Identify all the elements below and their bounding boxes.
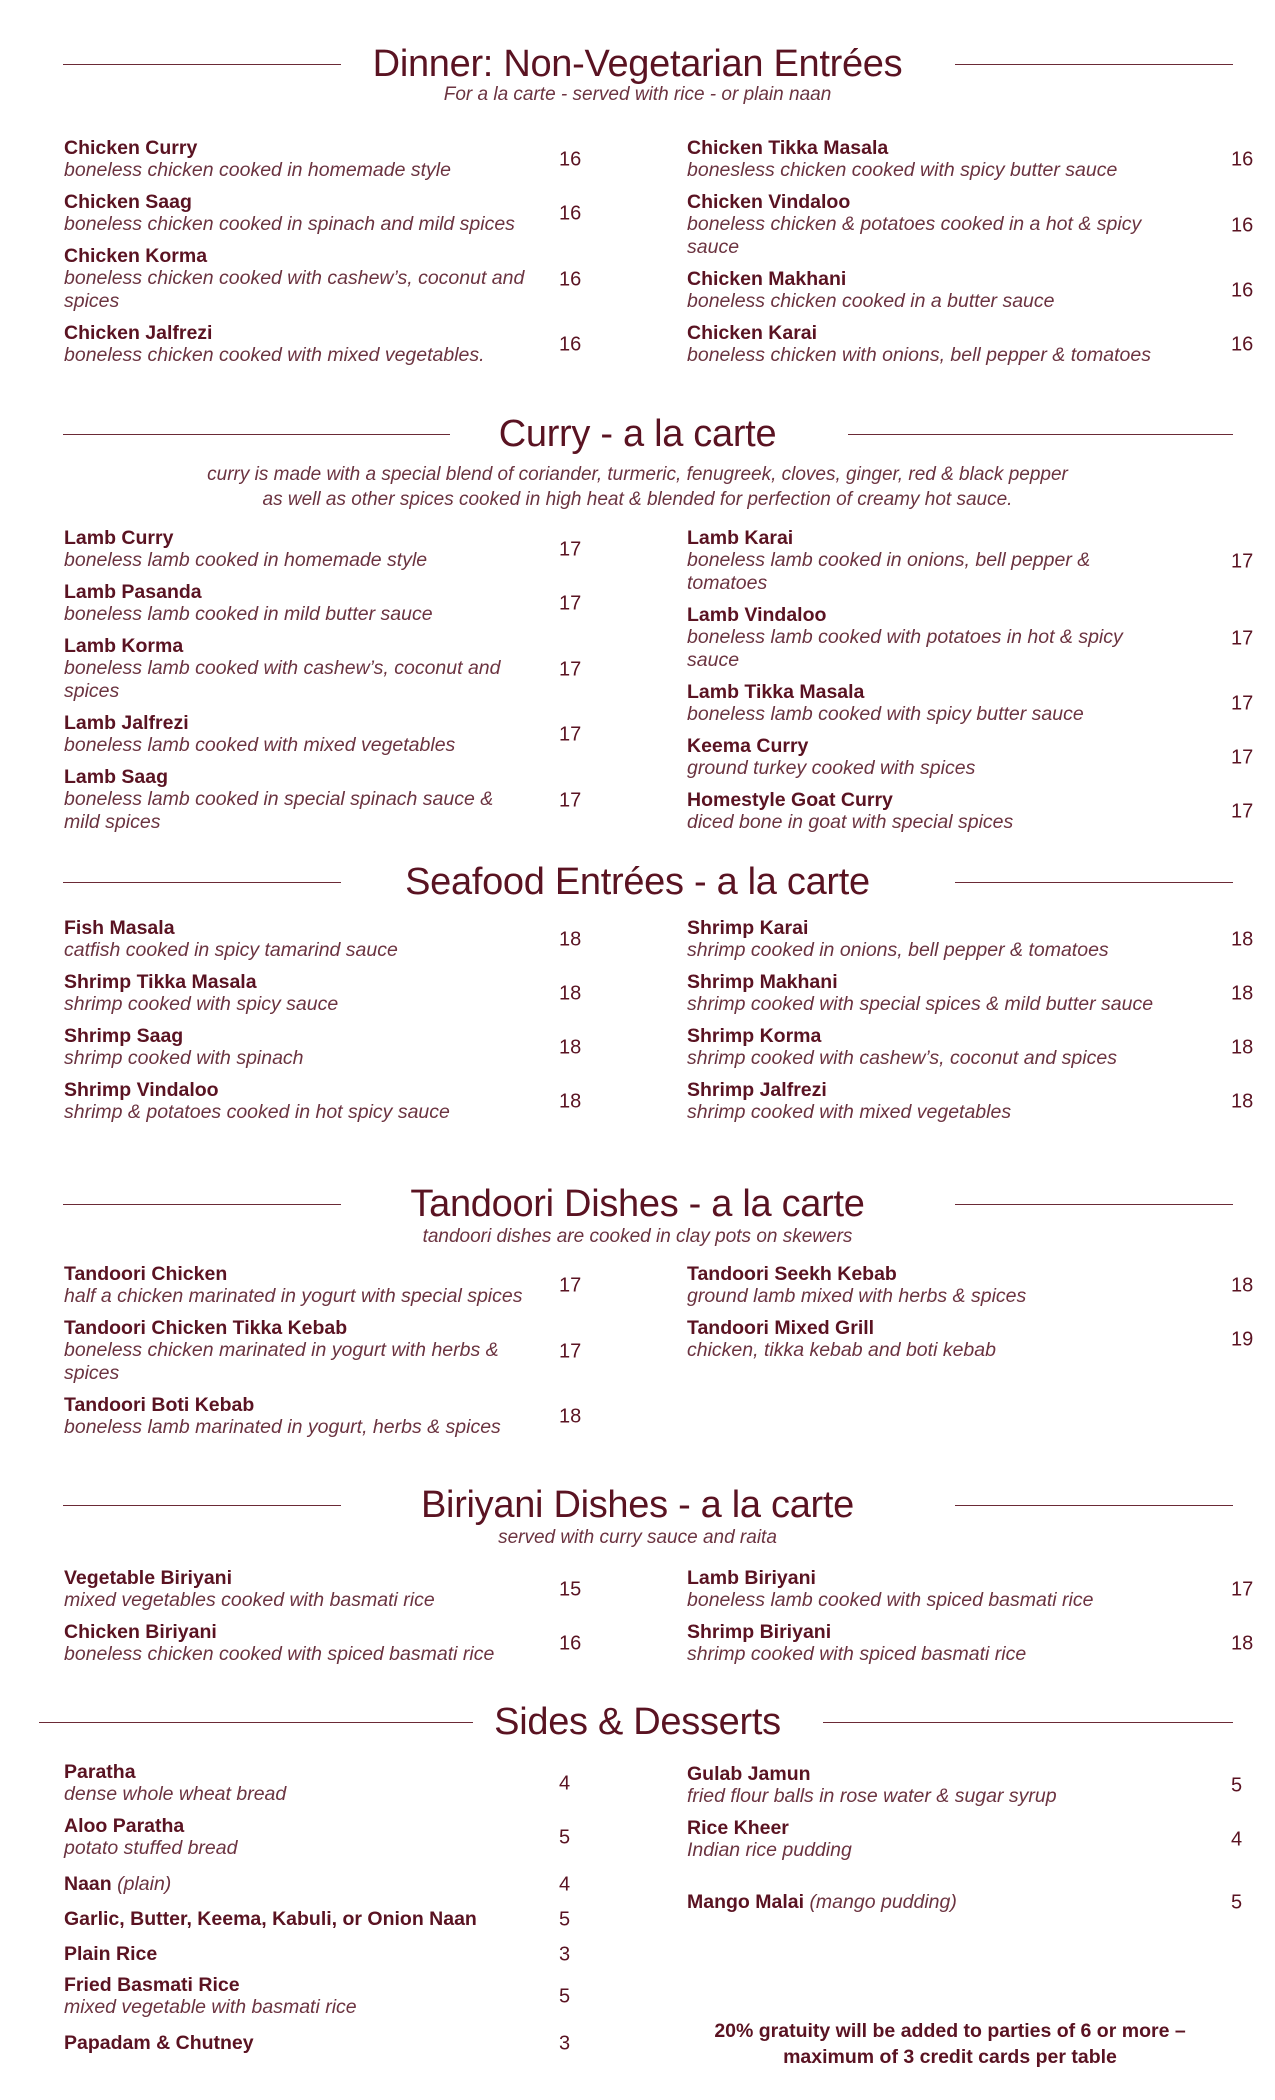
item-price: 16 xyxy=(1231,279,1254,302)
item-price: 16 xyxy=(1231,214,1254,236)
item-name: Chicken Vindaloo xyxy=(687,191,851,213)
gratuity-line: maximum of 3 credit cards per table xyxy=(783,2046,1117,2068)
menu-item xyxy=(64,1815,571,1860)
item-description: boneless lamb cooked in homemade style xyxy=(64,549,428,571)
menu-item xyxy=(64,1873,571,1895)
item-price: 17 xyxy=(559,538,582,561)
item-price: 18 xyxy=(1231,928,1254,951)
item-price: 18 xyxy=(559,1090,582,1113)
item-description: boneless chicken & potatoes cooked in a hot & spicy sauce xyxy=(687,213,1142,258)
menu-item xyxy=(687,681,1254,726)
item-price: 4 xyxy=(559,1873,571,1895)
item-name: Chicken Biriyani xyxy=(64,1621,217,1643)
menu-column-right xyxy=(687,527,1254,834)
menu-item xyxy=(64,191,582,236)
menu-item xyxy=(64,137,582,182)
item-description: Indian rice pudding xyxy=(687,1839,852,1861)
section-curry xyxy=(0,410,1275,833)
menu-item xyxy=(64,2032,571,2054)
section-title: Sides & Desserts xyxy=(494,1701,781,1743)
menu-item xyxy=(64,712,582,757)
section-note: For a la carte - served with rice - or plain naan xyxy=(443,84,832,105)
menu-item xyxy=(64,1621,582,1666)
section-title: Seafood Entrées - a la carte xyxy=(405,861,870,903)
section-header xyxy=(0,1481,1275,1529)
item-name: Chicken Jalfrezi xyxy=(64,322,213,344)
item-description: boneless lamb cooked with mixed vegetables xyxy=(64,734,456,756)
item-description: boneless lamb cooked with cashew’s, coconut and spices xyxy=(64,657,501,702)
menu-item xyxy=(687,789,1254,834)
item-price: 17 xyxy=(559,658,582,680)
section-note-line: as well as other spices cooked in high heat & blended for perfection of creamy hot sauce. xyxy=(262,489,1013,510)
item-price: 17 xyxy=(1231,692,1254,715)
item-price: 17 xyxy=(559,1340,582,1362)
item-name: Chicken Curry xyxy=(64,137,198,159)
item-name: Mango Malai (mango pudding) xyxy=(687,1891,957,1913)
item-description: dense whole wheat bread xyxy=(64,1783,287,1805)
section-note: tandoori dishes are cooked in clay pots on skewers xyxy=(422,1226,853,1247)
menu-column-left xyxy=(64,1263,582,1439)
menu-column-left xyxy=(64,1761,571,2054)
menu-item xyxy=(687,1025,1254,1070)
gratuity-notice xyxy=(680,2018,1220,2070)
item-name: Lamb Curry xyxy=(64,527,174,549)
menu-item xyxy=(687,917,1254,962)
menu-item xyxy=(687,971,1254,1016)
item-price: 5 xyxy=(559,1985,571,2008)
item-price: 17 xyxy=(559,1274,582,1297)
menu-item xyxy=(64,527,582,572)
item-price: 4 xyxy=(559,1772,571,1795)
item-name: Chicken Makhani xyxy=(687,268,847,290)
menu-item xyxy=(64,1908,571,1930)
item-name: Lamb Pasanda xyxy=(64,581,202,603)
section-biriyani xyxy=(0,1481,1275,1665)
item-name: Aloo Paratha xyxy=(64,1815,185,1837)
item-description: boneless lamb cooked with spiced basmati rice xyxy=(687,1589,1094,1611)
item-name: Fried Basmati Rice xyxy=(64,1974,240,1996)
item-description: boneless chicken marinated in yogurt with herbs & spices xyxy=(64,1339,499,1384)
menu-item xyxy=(687,268,1254,313)
item-price: 18 xyxy=(1231,1036,1254,1059)
item-description: boneless chicken cooked with mixed vegetables. xyxy=(64,344,485,366)
menu-column-right xyxy=(687,1567,1254,1666)
item-description: boneless chicken cooked with spiced basmati rice xyxy=(64,1643,495,1665)
menu-item xyxy=(64,581,582,626)
item-name: Naan (plain) xyxy=(64,1873,172,1895)
menu-item xyxy=(64,1317,582,1385)
item-price: 16 xyxy=(1231,148,1254,171)
section-tandoori xyxy=(0,1180,1275,1438)
item-price: 3 xyxy=(559,1943,571,1965)
item-name: Tandoori Chicken Tikka Kebab xyxy=(64,1317,348,1339)
item-price: 3 xyxy=(559,2032,571,2054)
menu-item xyxy=(64,635,582,703)
item-name: Keema Curry xyxy=(687,735,809,757)
section-title: Curry - a la carte xyxy=(498,413,777,455)
item-price: 18 xyxy=(559,982,582,1005)
item-name: Tandoori Seekh Kebab xyxy=(687,1263,897,1285)
item-description: boneless lamb cooked in mild butter sauce xyxy=(64,603,433,625)
item-name: Chicken Korma xyxy=(64,245,208,267)
section-header xyxy=(0,40,1275,88)
item-name: Tandoori Chicken xyxy=(64,1263,228,1285)
item-name: Paratha xyxy=(64,1761,136,1783)
item-name: Vegetable Biriyani xyxy=(64,1567,232,1589)
section-seafood xyxy=(0,858,1275,1123)
item-price: 17 xyxy=(1231,800,1254,823)
menu-item xyxy=(687,1621,1254,1666)
item-price: 5 xyxy=(1231,1891,1243,1913)
item-description: fried flour balls in rose water & sugar syrup xyxy=(687,1785,1057,1807)
item-name: Shrimp Jalfrezi xyxy=(687,1079,827,1101)
menu-item xyxy=(687,1891,1243,1913)
item-description: boneless lamb cooked in onions, bell pepper & tomatoes xyxy=(687,549,1091,594)
item-description: boneless chicken cooked with cashew’s, coconut and spices xyxy=(64,267,525,312)
menu-column-left xyxy=(64,137,582,367)
menu-item xyxy=(64,322,582,367)
menu-column-left xyxy=(64,917,582,1124)
item-name: Shrimp Biriyani xyxy=(687,1621,832,1643)
item-name: Lamb Karai xyxy=(687,527,794,549)
item-description: boneless lamb cooked with spicy butter sauce xyxy=(687,703,1084,725)
item-description: boneless lamb cooked with potatoes in hot & spicy sauce xyxy=(687,626,1123,671)
item-description: ground turkey cooked with spices xyxy=(687,757,976,779)
item-name: Shrimp Karai xyxy=(687,917,809,939)
item-price: 16 xyxy=(559,333,582,356)
menu-item xyxy=(687,1079,1254,1124)
menu-item xyxy=(687,322,1254,367)
item-description: shrimp cooked with mixed vegetables xyxy=(687,1101,1012,1123)
item-name: Lamb Tikka Masala xyxy=(687,681,865,703)
item-price: 17 xyxy=(1231,550,1254,572)
section-note: served with curry sauce and raita xyxy=(498,1527,777,1548)
menu-item xyxy=(687,735,1254,780)
menu-item xyxy=(64,245,582,313)
item-price: 16 xyxy=(559,202,582,225)
item-description: ground lamb mixed with herbs & spices xyxy=(687,1285,1027,1307)
item-description: diced bone in goat with special spices xyxy=(687,811,1014,833)
menu-item xyxy=(64,766,582,834)
item-price: 16 xyxy=(559,148,582,171)
menu-item xyxy=(64,1974,571,2019)
item-name: Shrimp Saag xyxy=(64,1025,184,1047)
item-name: Lamb Jalfrezi xyxy=(64,712,189,734)
item-description: shrimp cooked with special spices & mild butter sauce xyxy=(687,993,1154,1015)
item-note: (plain) xyxy=(117,1873,172,1895)
item-price: 16 xyxy=(559,268,582,290)
item-description: catfish cooked in spicy tamarind sauce xyxy=(64,939,398,961)
item-price: 18 xyxy=(559,1405,582,1428)
item-description: bonesless chicken cooked with spicy butter sauce xyxy=(687,159,1118,181)
item-price: 17 xyxy=(559,789,582,811)
item-name: Lamb Vindaloo xyxy=(687,604,827,626)
section-header xyxy=(0,858,1275,906)
item-name: Lamb Korma xyxy=(64,635,184,657)
menu-item xyxy=(687,1817,1243,1862)
item-price: 5 xyxy=(559,1826,571,1849)
menu-item xyxy=(687,527,1254,595)
section-header xyxy=(0,1180,1275,1228)
section-header xyxy=(0,410,1275,458)
section-note-line: curry is made with a special blend of coriander, turmeric, fenugreek, cloves, ginger, red & black pepper xyxy=(207,464,1068,485)
item-name: Tandoori Boti Kebab xyxy=(64,1394,255,1416)
gratuity-line: 20% gratuity will be added to parties of 6 or more – xyxy=(714,2020,1186,2042)
section-header xyxy=(0,1698,1275,1746)
item-name: Chicken Saag xyxy=(64,191,192,213)
item-name: Plain Rice xyxy=(64,1943,158,1965)
item-name: Chicken Karai xyxy=(687,322,818,344)
menu-item xyxy=(64,1943,571,1965)
item-description: boneless lamb cooked in special spinach sauce & mild spices xyxy=(64,788,494,833)
section-title: Biriyani Dishes - a la carte xyxy=(421,1484,854,1526)
menu-item xyxy=(64,1394,582,1439)
item-description: boneless chicken cooked in a butter sauce xyxy=(687,290,1055,312)
item-name: Tandoori Mixed Grill xyxy=(687,1317,875,1339)
item-description: chicken, tikka kebab and boti kebab xyxy=(687,1339,996,1361)
menu-item xyxy=(64,1079,582,1124)
item-description: boneless lamb marinated in yogurt, herbs & spices xyxy=(64,1416,501,1438)
item-price: 18 xyxy=(559,1036,582,1059)
item-price: 18 xyxy=(1231,982,1254,1005)
item-price: 17 xyxy=(1231,746,1254,769)
item-description: potato stuffed bread xyxy=(64,1837,238,1859)
item-description: shrimp cooked with spinach xyxy=(64,1047,304,1069)
menu-item xyxy=(64,1263,582,1308)
menu-item xyxy=(64,1761,571,1806)
item-price: 5 xyxy=(1231,1774,1243,1797)
item-name: Papadam & Chutney xyxy=(64,2032,254,2054)
item-description: boneless chicken cooked in spinach and mild spices xyxy=(64,213,515,235)
menu-item xyxy=(687,1317,1254,1362)
item-price: 17 xyxy=(559,592,582,615)
item-price: 18 xyxy=(1231,1090,1254,1113)
item-name: Lamb Biriyani xyxy=(687,1567,816,1589)
item-description: shrimp cooked with cashew’s, coconut and spices xyxy=(687,1047,1117,1069)
item-name: Homestyle Goat Curry xyxy=(687,789,893,811)
item-name: Fish Masala xyxy=(64,917,175,939)
menu-item xyxy=(687,1567,1254,1612)
section-title: Dinner: Non-Vegetarian Entrées xyxy=(372,43,903,85)
item-name: Shrimp Vindaloo xyxy=(64,1079,219,1101)
menu-item xyxy=(64,917,582,962)
menu-column-right xyxy=(687,137,1254,367)
item-price: 17 xyxy=(1231,627,1254,649)
item-price: 19 xyxy=(1231,1328,1254,1351)
item-price: 18 xyxy=(559,928,582,951)
item-price: 15 xyxy=(559,1578,582,1601)
item-description: shrimp cooked with spiced basmati rice xyxy=(687,1643,1027,1665)
menu-item xyxy=(687,191,1254,259)
item-name: Shrimp Korma xyxy=(687,1025,822,1047)
section-title: Tandoori Dishes - a la carte xyxy=(410,1183,865,1225)
item-description: boneless chicken cooked in homemade style xyxy=(64,159,451,181)
item-description: mixed vegetable with basmati rice xyxy=(64,1996,357,2018)
item-name: Lamb Saag xyxy=(64,766,169,788)
menu-column-left xyxy=(64,527,582,834)
menu-item xyxy=(687,1763,1243,1808)
menu-column-right xyxy=(687,1763,1243,1913)
item-price: 16 xyxy=(1231,333,1254,356)
item-name: Shrimp Tikka Masala xyxy=(64,971,257,993)
item-note: (mango pudding) xyxy=(809,1891,957,1913)
menu-item xyxy=(64,971,582,1016)
menu-item xyxy=(687,1263,1254,1308)
item-price: 17 xyxy=(1231,1578,1254,1601)
item-description: shrimp cooked with spicy sauce xyxy=(64,993,339,1015)
menu-column-right xyxy=(687,917,1254,1124)
item-name: Gulab Jamun xyxy=(687,1763,811,1785)
item-description: shrimp cooked in onions, bell pepper & tomatoes xyxy=(687,939,1109,961)
menu-item xyxy=(64,1567,582,1612)
item-price: 16 xyxy=(559,1632,582,1655)
item-name: Chicken Tikka Masala xyxy=(687,137,889,159)
item-price: 18 xyxy=(1231,1632,1254,1655)
item-price: 18 xyxy=(1231,1274,1254,1297)
menu-column-left xyxy=(64,1567,582,1666)
item-description: boneless chicken with onions, bell pepper & tomatoes xyxy=(687,344,1151,366)
menu-item xyxy=(687,604,1254,672)
item-description: half a chicken marinated in yogurt with special spices xyxy=(64,1285,523,1307)
item-price: 4 xyxy=(1231,1828,1243,1851)
menu-column-right xyxy=(687,1263,1254,1362)
item-name: Rice Kheer xyxy=(687,1817,789,1839)
menu-item xyxy=(64,1025,582,1070)
item-name: Shrimp Makhani xyxy=(687,971,838,993)
menu-item xyxy=(687,137,1254,182)
item-name: Garlic, Butter, Keema, Kabuli, or Onion Naan xyxy=(64,1908,477,1930)
item-description: shrimp & potatoes cooked in hot spicy sauce xyxy=(64,1101,450,1123)
item-description: mixed vegetables cooked with basmati rice xyxy=(64,1589,435,1611)
item-price: 5 xyxy=(559,1908,571,1930)
item-price: 17 xyxy=(559,723,582,746)
section-dinner xyxy=(0,40,1275,366)
